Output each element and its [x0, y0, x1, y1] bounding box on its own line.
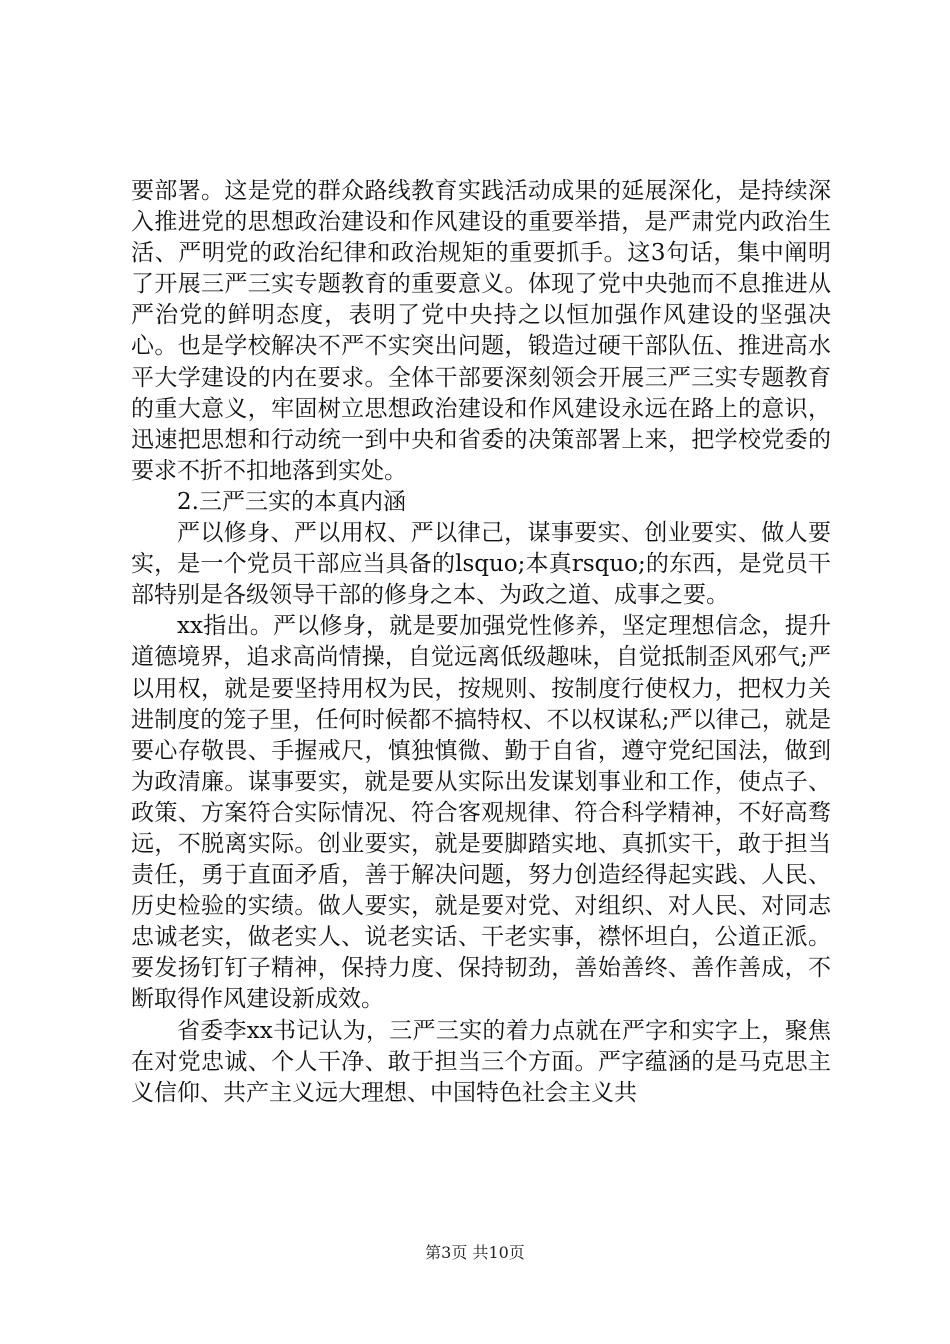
- body-text: [131, 176, 831, 1109]
- paragraph: 省委李xx书记认为，三严三实的着力点就在严字和实字上，聚焦在对党忠诚、个人干净、敢于担当三个方面。严字蕴涵的是马克思主义信仰、共产主义远大理想、中国特色社会主义共: [131, 1017, 831, 1106]
- section-heading: 2.三严三实的本真内涵: [177, 488, 406, 515]
- paragraph: 严以修身、严以用权、严以律己，谋事要实、创业要实、做人要实，是一个党员干部应当具备的lsquo;本真rsquo;的东西，是党员干部特别是各级领导干部的修身之本、为政之道、成事之要。: [131, 520, 831, 609]
- paragraph: xx指出。严以修身，就是要加强党性修养，坚定理想信念，提升道德境界，追求高尚情操，自觉远离低级趣味，自觉抵制歪风邪气;严以用权，就是要坚持用权为民，按规则、按制度行使权力，把权力关进制度的笼子里，任何时候都不搞特权、不以权谋私;严以律己，就是要心存敬畏、手握戒尺，慎独慎微、勤于自省，遵守党纪国法，做到为政清廉。谋事要实，就是要从实际出发谋划事业和工作，使点子、政策、方案符合实际情况、符合客观规律、符合科学精神，不好高骛远，不脱离实际。创业要实，就是要脚踏实地、真抓实干，敢于担当责任，勇于直面矛盾，善于解决问题，努力创造经得起实践、人民、历史检验的实绩。做人要实，就是要对党、对组织、对人民、对同志忠诚老实，做老实人、说老实话、干老实事，襟怀坦白，公道正派。要发扬钉钉子精神，保持力度、保持韧劲，善始善终、善作善成，不断取得作风建设新成效。: [131, 613, 831, 1013]
- paragraph: 要部署。这是党的群众路线教育实践活动成果的延展深化，是持续深入推进党的思想政治建设和作风建设的重要举措，是严肃党内政治生活、严明党的政治纪律和政治规矩的重要抓手。这3句话，集中阐明了开展三严三实专题教育的重要意义。体现了党中央弛而不息推进从严治党的鲜明态度，表明了党中央持之以恒加强作风建设的坚强决心。也是学校解决不严不实突出问题，锻造过硬干部队伍、推进高水平大学建设的内在要求。全体干部要深刻领会开展三严三实专题教育的重大意义，牢固树立思想政治建设和作风建设永远在路上的意识，迅速把思想和行动统一到中央和省委的决策部署上来，把学校党委的要求不折不扣地落到实处。: [131, 178, 831, 484]
- page-footer: 第3页 共10页: [425, 1243, 525, 1262]
